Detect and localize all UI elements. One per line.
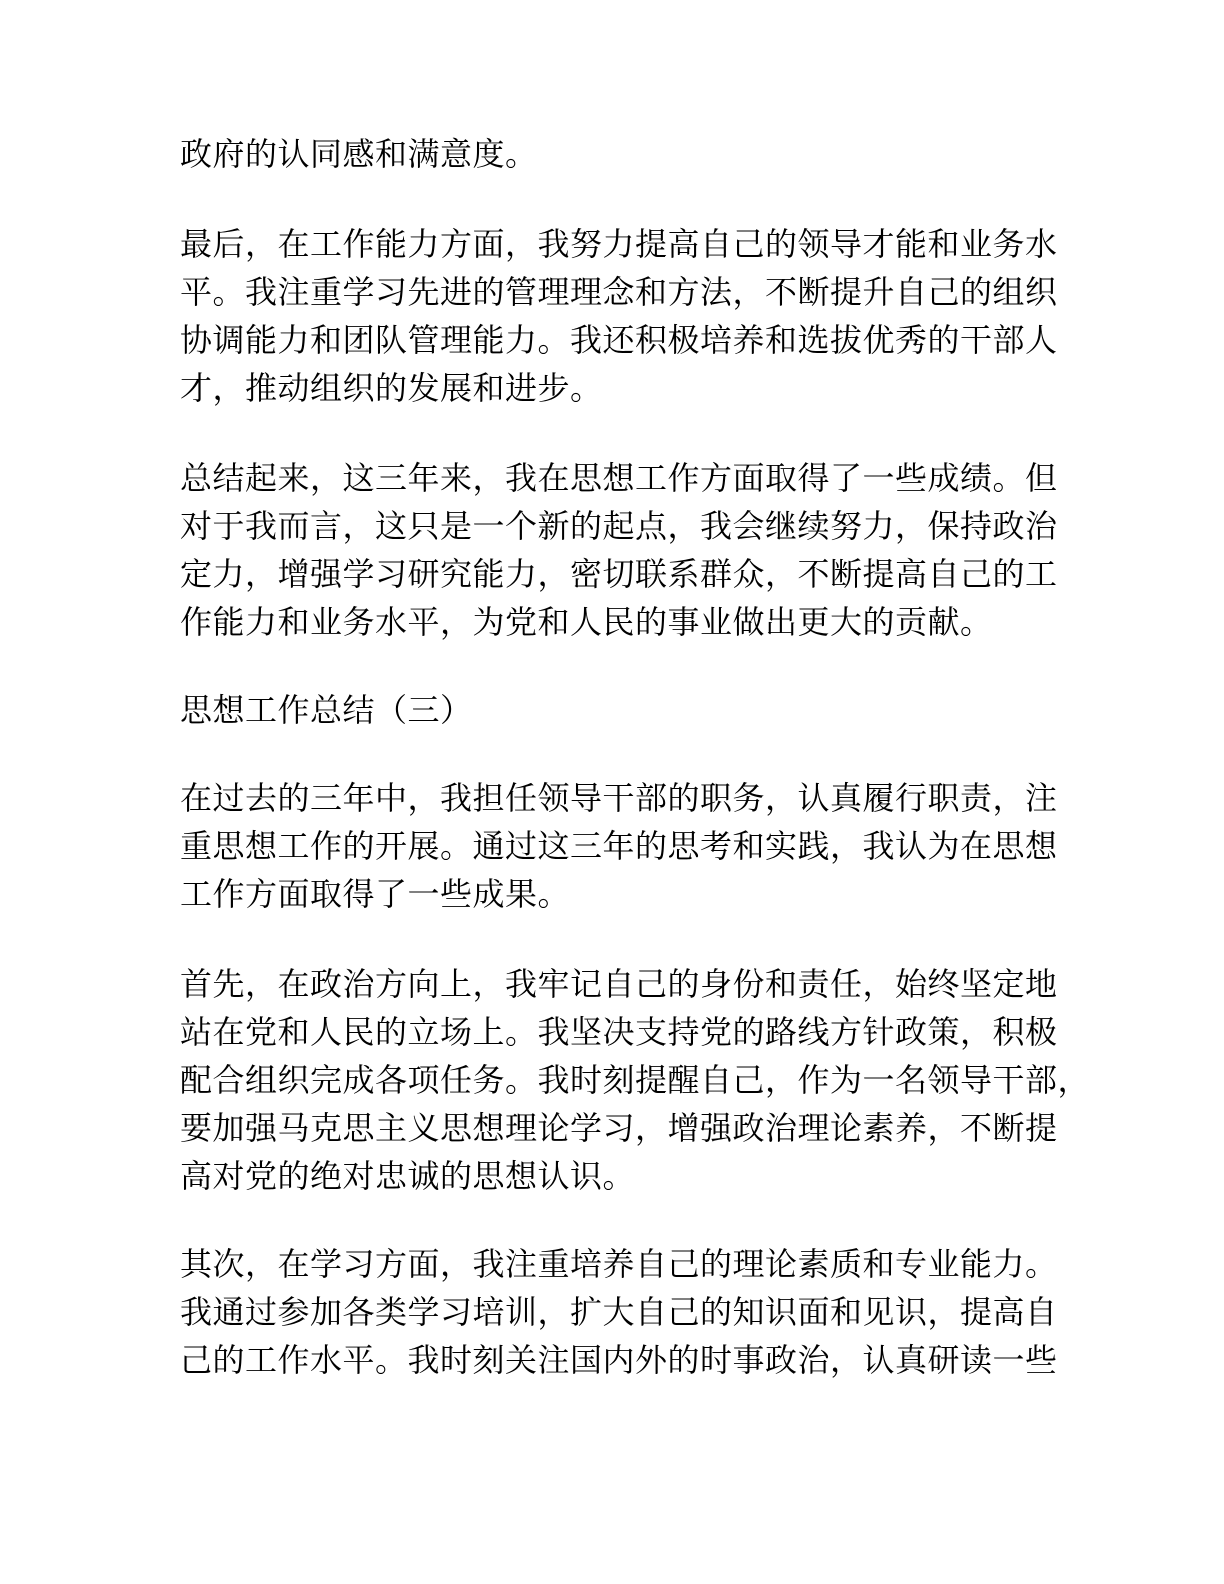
paragraph-line: 重思想工作的开展。通过这三年的思考和实践，我认为在思想	[180, 827, 1058, 865]
paragraph-line: 高对党的绝对忠诚的思想认识。	[180, 1157, 636, 1195]
paragraph-line: 定力，增强学习研究能力，密切联系群众，不断提高自己的工	[180, 555, 1058, 593]
paragraph-line: 工作方面取得了一些成果。	[180, 875, 571, 913]
paragraph-line: 协调能力和团队管理能力。我还积极培养和选拔优秀的干部人	[180, 321, 1058, 359]
paragraph-line: 己的工作水平。我时刻关注国内外的时事政治，认真研读一些	[180, 1341, 1058, 1379]
paragraph-line: 最后，在工作能力方面，我努力提高自己的领导才能和业务水	[180, 225, 1058, 263]
paragraph-line: 对于我而言，这只是一个新的起点，我会继续努力，保持政治	[180, 507, 1058, 545]
paragraph-line: 才，推动组织的发展和进步。	[180, 369, 603, 407]
paragraph-line: 其次，在学习方面，我注重培养自己的理论素质和专业能力。	[180, 1245, 1058, 1283]
paragraph-line: 我通过参加各类学习培训，扩大自己的知识面和见识，提高自	[180, 1293, 1058, 1331]
paragraph-line: 平。我注重学习先进的管理理念和方法，不断提升自己的组织	[180, 273, 1058, 311]
paragraph-line: 作能力和业务水平，为党和人民的事业做出更大的贡献。	[180, 603, 993, 641]
section-heading: 思想工作总结（三）	[180, 691, 473, 729]
paragraph-line: 要加强马克思主义思想理论学习，增强政治理论素养，不断提	[180, 1109, 1058, 1147]
paragraph-line: 在过去的三年中，我担任领导干部的职务，认真履行职责，注	[180, 779, 1058, 817]
paragraph-line: 首先，在政治方向上，我牢记自己的身份和责任，始终坚定地	[180, 965, 1058, 1003]
paragraph-line: 配合组织完成各项任务。我时刻提醒自己，作为一名领导干部，	[180, 1061, 1091, 1099]
paragraph-line: 总结起来，这三年来，我在思想工作方面取得了一些成绩。但	[180, 459, 1058, 497]
paragraph-line: 政府的认同感和满意度。	[180, 135, 538, 173]
paragraph-line: 站在党和人民的立场上。我坚决支持党的路线方针政策，积极	[180, 1013, 1058, 1051]
